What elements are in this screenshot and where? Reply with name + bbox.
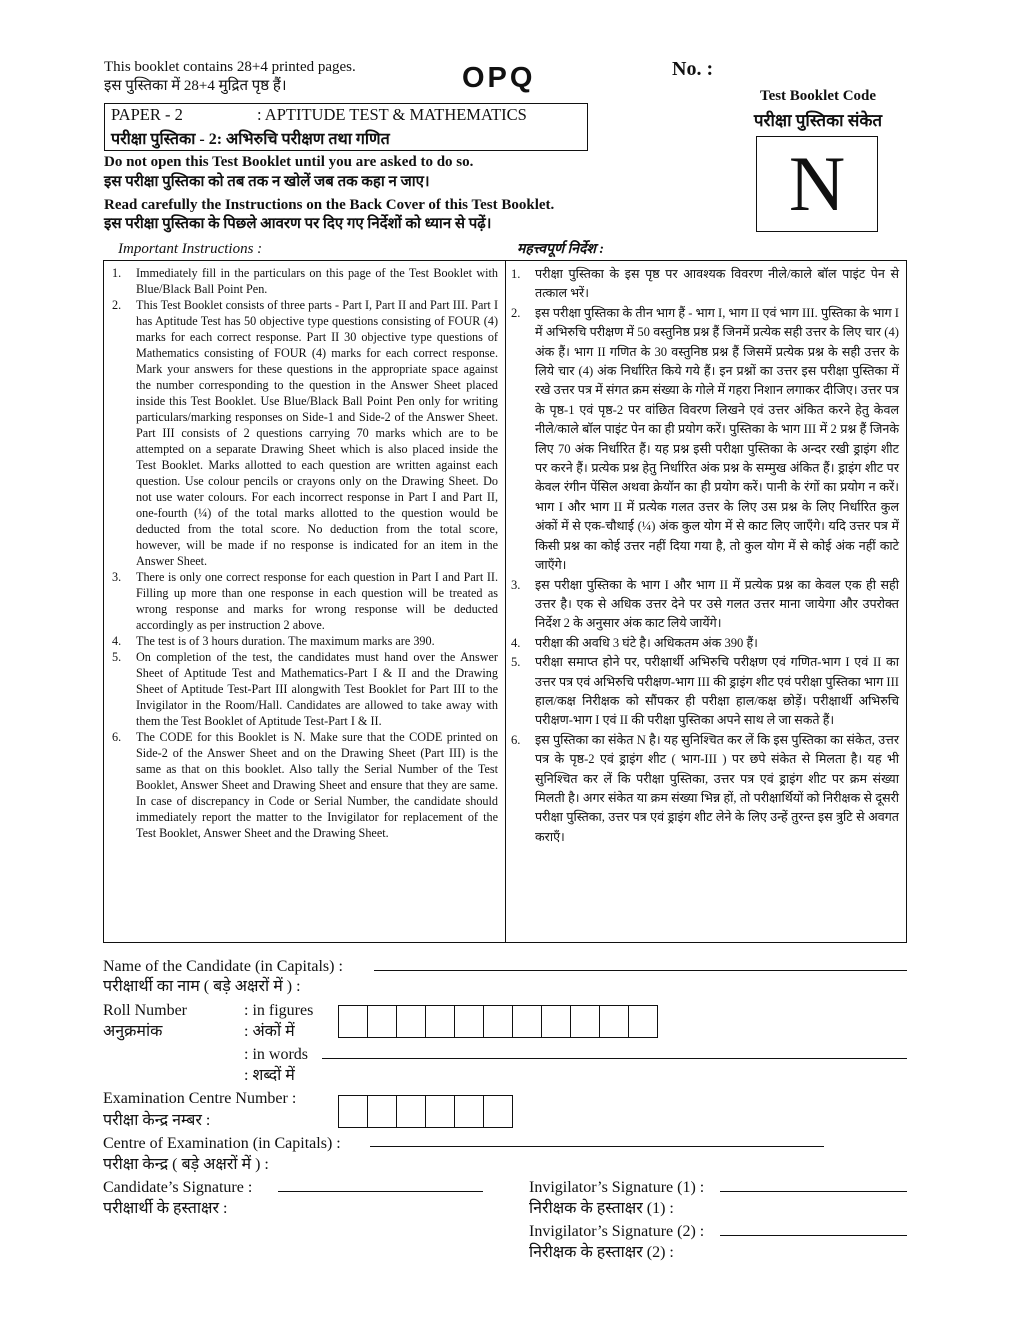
instruction-item [112,633,498,649]
instruction-number: 6. [112,730,122,744]
instruction-item [511,576,899,634]
paper-number: PAPER - 2 [111,105,183,124]
roll-number-boxes[interactable] [338,1005,658,1038]
read-instructions-hi: इस परीक्षा पुस्तिका के पिछले आवरण पर दिए गए निर्देशों को ध्यान से पढ़ें। [104,216,492,232]
centre-digit-box[interactable] [368,1096,397,1127]
instruction-item [511,304,899,576]
instructions-box [103,260,907,943]
booklet-code-box [756,136,878,232]
roll-digit-box[interactable] [339,1006,368,1037]
instruction-text: परीक्षा समाप्त होने पर, परीक्षार्थी अभिरुचि परीक्षण एवं गणित-भाग I एवं II का उत्तर पत्र एवं अभिरुचि परीक्षण-भाग III की ड्राइंग शीट एवं परीक्षा पुस्तिका भाग III हाल/कक्ष निरीक्षक को सौंपकर ही परीक्षा हाल/कक्ष छोड़ें। परीक्षार्थी अभिरुचि परीक्षण-भाग I एवं II की परीक्षा पुस्तिका अपने साथ ले जा सकते हैं। [535,655,899,728]
column-divider [505,261,506,942]
booklet-code-letter: N [788,140,846,227]
test-booklet-code-label-hi: परीक्षा पुस्तिका संकेत [753,111,883,130]
important-instructions-hi: महत्त्वपूर्ण निर्देश : [517,242,605,257]
instructions-english [112,265,498,841]
instruction-text: This Test Booklet consists of three parts - Part I, Part II and Part III. Part I has Aptitude Test has 50 objective type questions consisting of FOUR (4) marks for each correct response. Part II 30 objective type questions of Mathematics consisting of FOUR (4) marks for each correct response. Mark your answers for these questions in the appropriate space against the number corresponding to the question in the Answer Sheet placed inside this Test Booklet. Use Blue/Black Ball Point Pen only for writing particulars/marking responses on Side-1 and Side-2 of the Answer Sheet. Part III consists of 2 questions carrying 70 marks which are to be attempted on a separate Drawing Sheet which is also placed inside the Test Booklet. Marks allotted to each question are written against each question. Use colour pencils or crayons only on the Drawing Sheet. Do not use water colours. For each incorrect response in Part I and Part II, one-fourth (¼) of the total marks allotted to the question would be deducted from the total score. No deduction from the total score, however, will be made if no response is indicated for an item in the Answer Sheet. [136,298,498,568]
invigilator-2-signature-label: Invigilator’s Signature (2) : [529,1223,705,1240]
centre-digit-box[interactable] [339,1096,368,1127]
candidate-name-label-hi: परीक्षार्थी का नाम ( बड़े अक्षरों में ) : [103,978,301,995]
roll-number-label-hi: अनुक्रमांक [103,1023,163,1040]
centre-digit-box[interactable] [455,1096,484,1127]
candidate-signature-field[interactable] [278,1191,483,1192]
instruction-text: इस पुस्तिका का संकेत N है। यह सुनिश्चित कर लें कि इस पुस्तिका का संकेत, उत्तर पत्र के पृष्ठ-2 एवं ड्राइंग शीट ( भाग-III ) पर छपे संकेत से मिलता है। यह भी सुनिश्चित कर लें कि परीक्षा पुस्तिका, उत्तर पत्र एवं ड्राइंग शीट पर क्रम संख्या मिलती है। अगर संकेत या क्रम संख्या भिन्न हों, तो परीक्षार्थियों को निरीक्षक से दूसरी परीक्षा पुस्तिका, उत्तर पत्र एवं ड्राइंग शीट लेने के लिए उन्हें तुरन्त इस त्रुटि से अवगत कराएँ। [535,732,899,844]
warning-hi: इस परीक्षा पुस्तिका को तब तक न खोलें जब तक कहा न जाए। [104,174,430,190]
roll-in-words-field[interactable] [322,1058,907,1059]
instruction-number: 2. [112,298,122,312]
in-words-label: : in words [244,1046,308,1063]
roll-digit-box[interactable] [542,1006,571,1037]
instruction-number: 4. [511,635,521,650]
test-booklet-code-label: Test Booklet Code [759,88,877,104]
instruction-number: 4. [112,634,122,648]
page-count-en: This booklet contains 28+4 printed pages. [104,59,356,75]
read-instructions-en: Read carefully the Instructions on the Back Cover of this Test Booklet. [104,197,555,213]
instruction-number: 2. [511,305,521,320]
candidate-signature-label-hi: परीक्षार्थी के हस्ताक्षर : [103,1200,228,1217]
roll-digit-box[interactable] [513,1006,542,1037]
candidate-signature-label: Candidate’s Signature : [103,1179,253,1196]
roll-digit-box[interactable] [571,1006,600,1037]
exam-centre-number-label: Examination Centre Number : [103,1090,297,1107]
roll-digit-box[interactable] [368,1006,397,1037]
instruction-number: 3. [112,570,122,584]
instruction-number: 6. [511,732,521,747]
invigilator-1-signature-field[interactable] [720,1191,907,1192]
roll-digit-box[interactable] [426,1006,455,1037]
warning-en: Do not open this Test Booklet until you are asked to do so. [104,154,474,170]
series-code: OPQ [462,62,536,94]
instruction-text: इस परीक्षा पुस्तिका के तीन भाग हैं - भाग I, भाग II एवं भाग III. पुस्तिका के भाग I में अभिरुचि परीक्षण में 50 वस्तुनिष्ठ प्रश्न हैं जिनमें प्रत्येक सही उत्तर के लिए चार (4) अंक हैं। भाग II गणित के 30 वस्तुनिष्ठ प्रश्न हैं जिसमें प्रत्येक प्रश्न के सही उत्तर के लिये चार (4) अंक निर्धारित किये गये हैं। इन प्रश्नों का उत्तर इस परीक्षा पुस्तिका में रखे उत्तर पत्र में संगत क्रम संख्या के गोले में गहरा निशान लगाकर दीजिए। उत्तर पत्र के पृष्ठ-1 एवं पृष्ठ-2 पर वांछित विवरण लिखने एवं उत्तर अंकित करने हेतु केवल नीले/काले बॉल पाइंट पेन का ही प्रयोग करें। पुस्तिका के भाग III में 2 प्रश्न हैं जिनके लिए 70 अंक निर्धारित हैं। यह प्रश्न इसी परीक्षा पुस्तिका के अन्दर रखी ड्राइंग शीट पर करने हैं। प्रत्येक प्रश्न हेतु निर्धारित अंक प्रश्न के सम्मुख अंकित हैं। ड्राइंग शीट पर केवल रंगीन पेंसिल अथवा क्रेयॉन का ही प्रयोग करें। पानी के रंगों का प्रयोग न करें। भाग I और भाग II में प्रत्येक गलत उत्तर के लिए उस प्रश्न के लिए निर्धारित कुल अंकों में से एक-चौथाई (¼) अंक कुल योग में से काट लिए जाएँगे। यदि उत्तर पत्र में किसी प्रश्न का कोई उत्तर नहीं दिया गया है, तो कुल योग में से कोई अंक नहीं काटे जाएँगे। [535,305,899,573]
centre-of-exam-label-hi: परीक्षा केन्द्र ( बड़े अक्षरों में ) : [103,1156,269,1173]
instruction-item [511,265,899,304]
instruction-item [112,265,498,297]
roll-digit-box[interactable] [455,1006,484,1037]
roll-number-label: Roll Number [103,1002,187,1019]
instruction-item [112,649,498,729]
centre-digit-box[interactable] [484,1096,513,1127]
invigilator-2-signature-label-hi: निरीक्षक के हस्ताक्षर (2) : [529,1244,674,1261]
roll-digit-box[interactable] [397,1006,426,1037]
instruction-item [112,729,498,841]
instructions-hindi [511,265,899,847]
roll-digit-box[interactable] [629,1006,658,1037]
instruction-text: The CODE for this Booklet is N. Make sure that the CODE printed on Side-2 of the Answer Sheet and on the Drawing Sheet (Part III) is the same as that on this booklet. Also tally the Serial Number of the Test Booklet, Answer Sheet and Drawing Sheet and ensure that they are same. In case of discrepancy in Code or Serial Number, the candidate should immediately report the matter to the Invigilator for replacement of the Test Booklet, Answer Sheet and the Drawing Sheet. [136,730,498,840]
centre-digit-box[interactable] [397,1096,426,1127]
centre-number-boxes[interactable] [338,1095,513,1128]
instruction-text: The test is of 3 hours duration. The maximum marks are 390. [136,634,435,648]
paper-title-hi: परीक्षा पुस्तिका - 2: अभिरुचि परीक्षण तथा गणित [111,131,390,148]
instruction-text: On completion of the test, the candidates must hand over the Answer Sheet of Aptitude Test and Mathematics-Part I & II and the Drawing Sheet of Aptitude Test-Part III alongwith Test Booklet for Part III to the Invigilator in the Room/Hall. Candidates are allowed to take away with them the Test Booklet of Aptitude Test-Part I & II. [136,650,498,728]
in-figures-label: : in figures [244,1002,314,1019]
exam-centre-number-label-hi: परीक्षा केन्द्र नम्बर : [103,1112,211,1129]
instruction-text: Immediately fill in the particulars on this page of the Test Booklet with Blue/Black Ball Point Pen. [136,266,498,296]
instruction-item [511,653,899,731]
roll-digit-box[interactable] [484,1006,513,1037]
instruction-text: इस परीक्षा पुस्तिका के भाग I और भाग II में प्रत्येक प्रश्न का केवल एक ही सही उत्तर है। एक से अधिक उत्तर देने पर उसे गलत उत्तर माना जायेगा और उपरोक्त निर्देश 2 के अनुसार अंक काट लिये जायेंगे। [535,577,899,631]
in-words-label-hi: : शब्दों में [244,1067,295,1084]
instruction-item [112,569,498,633]
instruction-number: 1. [511,267,521,281]
candidate-name-label: Name of the Candidate (in Capitals) : [103,958,343,975]
important-instructions-en: Important Instructions : [118,241,263,257]
paper-subject: : APTITUDE TEST & MATHEMATICS [257,105,527,124]
candidate-name-field[interactable] [374,970,907,971]
instruction-text: परीक्षा पुस्तिका के इस पृष्ठ पर आवश्यक विवरण नीले/काले बॉल पाइंट पेन से तत्काल भरें। [535,267,899,301]
booklet-number-label: No. : [672,58,714,80]
paper-title-box [104,103,588,151]
in-figures-label-hi: : अंकों में [244,1023,295,1040]
invigilator-2-signature-field[interactable] [720,1235,907,1236]
instruction-text: परीक्षा की अवधि 3 घंटे है। अधिकतम अंक 390 हैं। [535,635,758,650]
invigilator-1-signature-label-hi: निरीक्षक के हस्ताक्षर (1) : [529,1200,674,1217]
instruction-item [112,297,498,569]
roll-digit-box[interactable] [600,1006,629,1037]
instruction-item [511,634,899,653]
centre-of-exam-field[interactable] [370,1146,824,1147]
page-count-hi: इस पुस्तिका में 28+4 मुद्रित पृष्ठ हैं। [104,78,287,94]
centre-digit-box[interactable] [426,1096,455,1127]
instruction-item [511,731,899,847]
instruction-text: There is only one correct response for each question in Part I and Part II. Filling up more than one response in each question will be treated as wrong response and marks for wrong response will be deducted accordingly as per instruction 2 above. [136,570,498,632]
instruction-number: 1. [112,266,122,280]
instruction-number: 3. [511,577,521,592]
instruction-number: 5. [511,655,521,670]
instruction-number: 5. [112,650,122,664]
centre-of-exam-label: Centre of Examination (in Capitals) : [103,1135,341,1152]
invigilator-1-signature-label: Invigilator’s Signature (1) : [529,1179,705,1196]
